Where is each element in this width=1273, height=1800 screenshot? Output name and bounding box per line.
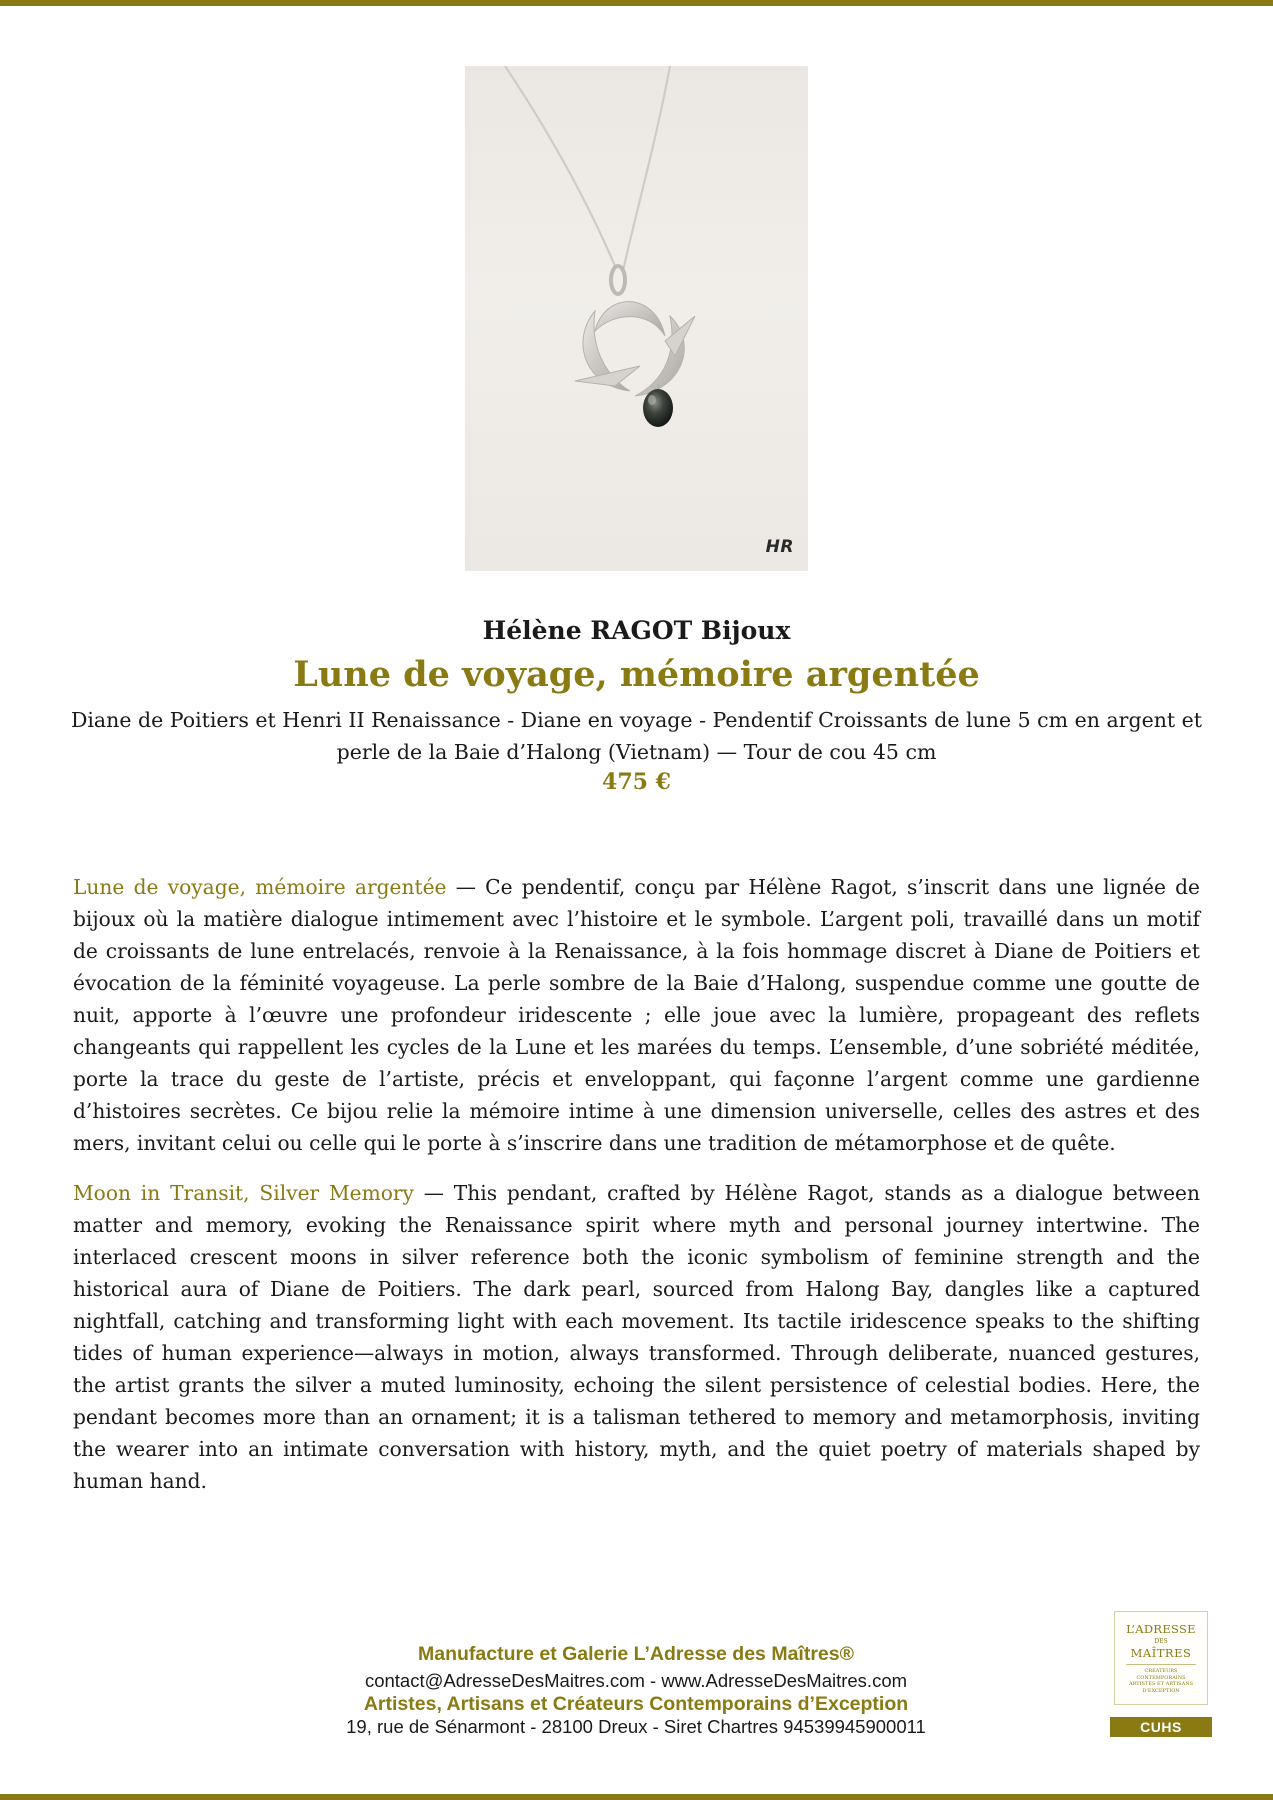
- english-body: — This pendant, crafted by Hélène Ragot, stands as a dialogue between matter and memory, evoking the Renaissance spirit where myth and personal journey intertwine. The interlaced crescent moons in silver reference both the iconic symbolism of feminine strength and the historical aura of Diane de Poitiers. The dark pearl, sourced from Halong Bay, dangles like a captured nightfall, catching and transforming light with each movement. Its tactile iridescence speaks to the shifting tides of human experience—always in motion, always transformed. Through deliberate, nuanced gestures, the artist grants the silver a muted luminosity, echoing the silent persistence of celestial bodies. Here, the pendant becomes more than an ornament; it is a talisman tethered to memory and metamorphosis, inviting the wearer into an intimate conversation with history, myth, and the quiet poetry of materials shaped by human hand.: [73, 1181, 1200, 1493]
- product-price: 475 €: [602, 769, 671, 795]
- footer-address: 19, rue de Sénarmont - 28100 Dreux - Siret Chartres 94539945900011: [346, 1716, 926, 1737]
- artist-name: Hélène RAGOT Bijoux: [482, 616, 791, 645]
- logo-line-4: CRÉATEURS CONTEMPORAINS ARTISTES ET ARTISANS D’EXCEPTION: [1128, 1668, 1194, 1694]
- footer-tagline: Artistes, Artisans et Créateurs Contemporains d’Exception: [363, 1693, 909, 1715]
- product-subtitle: Diane de Poitiers et Henri II Renaissance - Diane en voyage - Pendentif Croissants de lune 5 cm en argent et perle de la Baie d’Halong (Vietnam) — Tour de cou 45 cm: [70, 708, 1203, 764]
- logo-line-3: MAÎTRES: [1130, 1646, 1192, 1660]
- logo-line-1: L’ADRESSE: [1126, 1622, 1196, 1636]
- logo-divider: [1126, 1664, 1196, 1665]
- french-lead: Lune de voyage, mémoire argentée: [73, 875, 447, 899]
- pendant-illustration: [465, 66, 808, 571]
- bottom-rule: [0, 1794, 1273, 1800]
- photo-watermark: HR: [765, 537, 794, 557]
- logo-line-2: DES: [1154, 1638, 1168, 1645]
- top-rule: [0, 0, 1273, 6]
- description-english: [73, 1177, 1200, 1497]
- footer-contact: contact@AdresseDesMaitres.com - www.AdresseDesMaitres.com: [364, 1670, 908, 1691]
- logo-badge: CUHS: [1110, 1717, 1212, 1737]
- footer-gallery: Manufacture et Galerie L’Adresse des Maîtres®: [418, 1643, 854, 1665]
- gallery-logo: [1114, 1611, 1208, 1705]
- french-body: — Ce pendentif, conçu par Hélène Ragot, s’inscrit dans une lignée de bijoux où la matière dialogue intimement avec l’histoire et le symbole. L’argent poli, travaillé dans un motif de croissants de lune entrelacés, renvoie à la Renaissance, à la fois hommage discret à Diane de Poitiers et évocation de la féminité voyageuse. La perle sombre de la Baie d’Halong, suspendue comme une goutte de nuit, apporte à l’œuvre une profondeur iridescente ; elle joue avec la lumière, propageant des reflets changeants qui rappellent les cycles de la Lune et les marées du temps. L’ensemble, d’une sobriété méditée, porte la trace du geste de l’artiste, précis et enveloppant, qui façonne l’argent comme une gardienne d’histoires secrètes. Ce bijou relie la mémoire intime à une dimension universelle, celles des astres et des mers, invitant celui ou celle qui le porte à s’inscrire dans une tradition de métamorphose et de quête.: [73, 875, 1200, 1155]
- description-french: [73, 871, 1200, 1159]
- product-photo: [465, 66, 808, 571]
- product-title: Lune de voyage, mémoire argentée: [293, 654, 980, 695]
- english-lead: Moon in Transit, Silver Memory: [73, 1181, 414, 1205]
